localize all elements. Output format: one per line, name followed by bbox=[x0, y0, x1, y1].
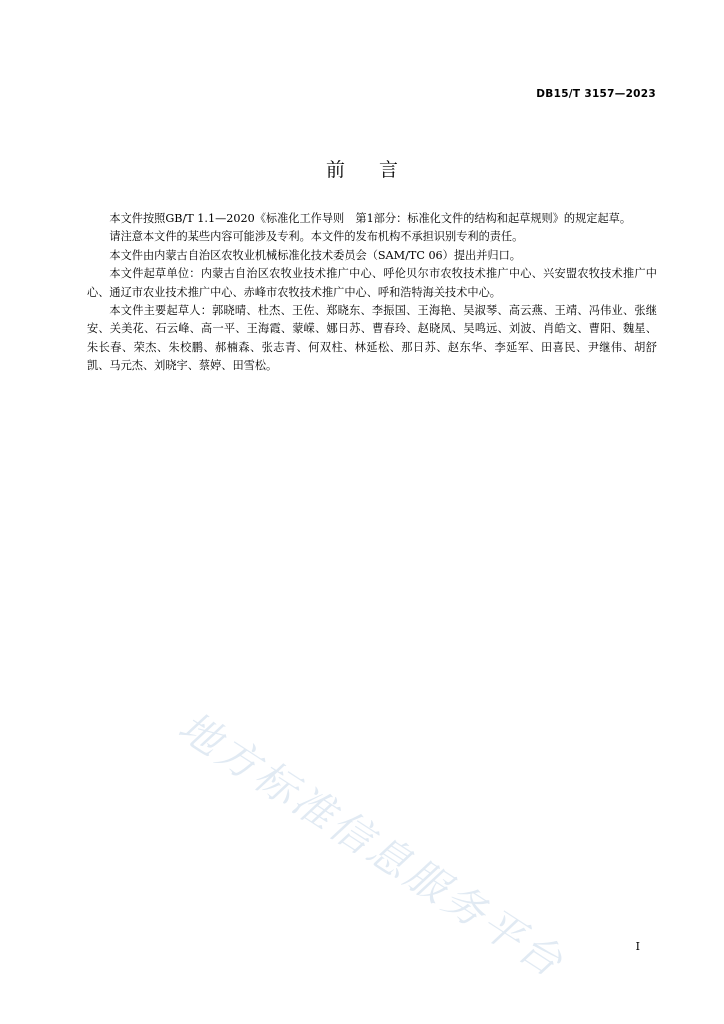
section-title: 前言 bbox=[325, 159, 432, 181]
paragraph-drafting-rules: 本文件按照GB/T 1.1—2020《标准化工作导则 第1部分：标准化文件的结构和起草规则》的规定起草。 bbox=[109, 212, 632, 225]
paragraph-patent-notice: 请注意本文件的某些内容可能涉及专利。本文件的发布机构不承担识别专利的责任。 bbox=[109, 230, 524, 244]
page-number: I bbox=[635, 940, 640, 953]
watermark: 地方标准信息服务平台 bbox=[170, 702, 574, 988]
paragraph-drafters: 本文件主要起草人：郭晓晴、杜杰、王佐、郑晓东、李振国、王海艳、吴淑琴、高云燕、王靖、冯伟业、张继安、关美花、石云峰、高一平、王海霞、蒙嵘、娜日苏、曹春玲、赵晓凤、吴鸣远、刘波、肖皓文、曹阳、魏星、朱长春、荣杰、朱校鹏、郝楠森、张志青、何双柱、林延松、那日苏、赵东华、李延军、田喜民、尹继伟、胡舒凯、马元杰、刘晓宇、蔡婷、田雪松。 bbox=[87, 304, 657, 373]
paragraph-proposer: 本文件由内蒙古自治区农牧业机械标准化技术委员会（SAM/TC 06）提出并归口。 bbox=[109, 248, 521, 262]
document-code: DB15/T 3157—2023 bbox=[536, 88, 656, 100]
paragraph-drafting-units: 本文件起草单位：内蒙古自治区农牧业技术推广中心、呼伦贝尔市农牧技术推广中心、兴安盟农牧技术推广中心、通辽市农业技术推广中心、赤峰市农牧技术推广中心、呼和浩特海关技术中心。 bbox=[87, 267, 657, 299]
foreword-body bbox=[87, 210, 657, 376]
